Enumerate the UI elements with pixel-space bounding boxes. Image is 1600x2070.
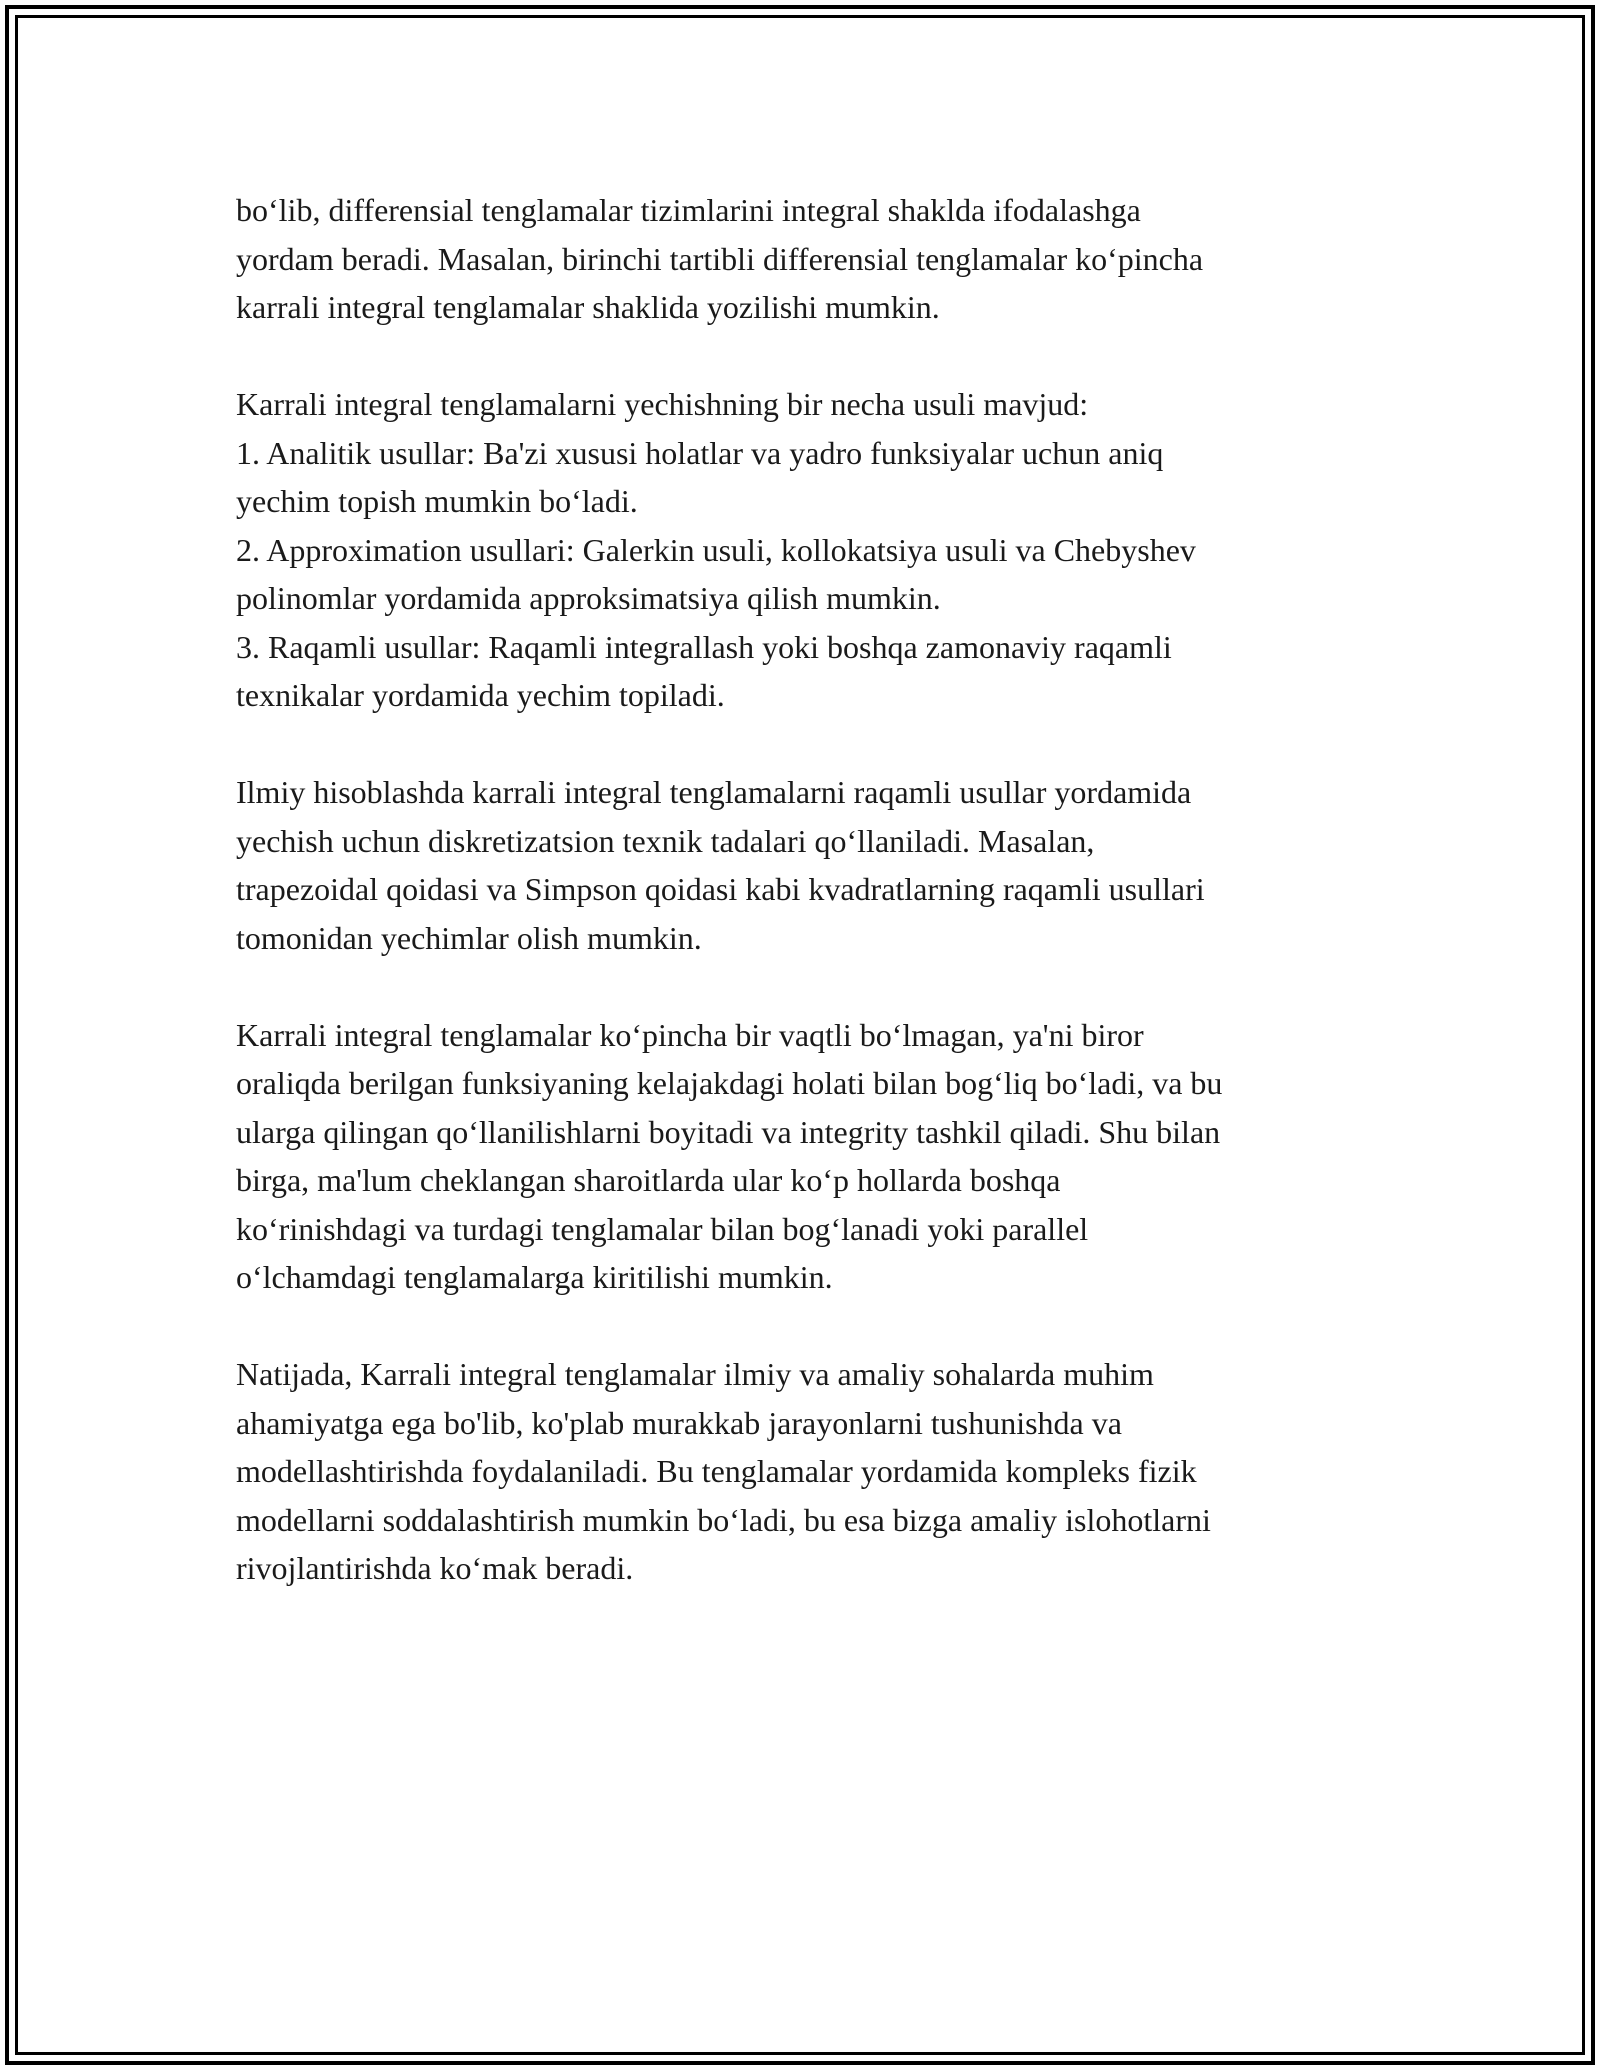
list-item-2: 2. Approximation usullari: Galerkin usuli, kollokatsiya usuli va Chebyshev <box>236 531 1196 568</box>
text-line: Karrali integral tenglamalar ko‘pincha bir vaqtli bo‘lmagan, ya'ni biror <box>236 1016 1144 1053</box>
text-line: birga, ma'lum cheklangan sharoitlarda ular ko‘p hollarda boshqa <box>236 1162 1061 1198</box>
list-item-3: 3. Raqamli usullar: Raqamli integrallash yoki boshqa zamonaviy raqamli <box>236 628 1172 665</box>
paragraph-4 <box>236 1011 1376 1302</box>
text-line: yordam beradi. Masalan, birinchi tartibli differensial tenglamalar ko‘pincha <box>236 240 1204 277</box>
text-line: polinomlar yordamida approksimatsiya qilish mumkin. <box>236 580 941 616</box>
text-line: rivojlantirishda ko‘mak beradi. <box>236 1550 634 1586</box>
paragraph-2 <box>236 380 1376 720</box>
text-line: Natijada, Karrali integral tenglamalar ilmiy va amaliy sohalarda muhim <box>236 1356 1154 1392</box>
text-line: o‘lchamdagi tenglamalarga kiritilishi mumkin. <box>236 1259 833 1295</box>
text-line: yechim topish mumkin bo‘ladi. <box>236 483 638 519</box>
text-line: modellarni soddalashtirish mumkin bo‘ladi, bu esa bizga amaliy islohotlarni <box>236 1501 1211 1538</box>
text-line: ularga qilingan qo‘llanilishlarni boyitadi va integrity tashkil qiladi. Shu bilan <box>236 1113 1221 1150</box>
text-line: modellashtirishda foydalaniladi. Bu tenglamalar yordamida kompleks fizik <box>236 1453 1197 1489</box>
list-item-1: 1. Analitik usullar: Ba'zi xususi holatlar va yadro funksiyalar uchun aniq <box>236 434 1164 471</box>
text-line: karrali integral tenglamalar shaklida yozilishi mumkin. <box>236 289 940 325</box>
text-line: trapezoidal qoidasi va Simpson qoidasi kabi kvadratlarning raqamli usullari <box>236 871 1205 907</box>
paragraph-3 <box>236 768 1376 962</box>
text-line: oraliqda berilgan funksiyaning kelajakdagi holati bilan bog‘liq bo‘ladi, va bu <box>236 1065 1223 1101</box>
text-line: ahamiyatga ega bo'lib, ko'plab murakkab jarayonlarni tushunishda va <box>236 1404 1122 1441</box>
text-line: yechish uchun diskretizatsion texnik tadalari qo‘llaniladi. Masalan, <box>236 822 1095 859</box>
text-line: Karrali integral tenglamalarni yechishning bir necha usuli mavjud: <box>236 386 1089 422</box>
text-line: Ilmiy hisoblashda karrali integral tenglamalarni raqamli usullar yordamida <box>236 774 1192 810</box>
paragraph-1 <box>236 186 1376 332</box>
document-body <box>236 186 1376 1593</box>
paragraph-5 <box>236 1350 1376 1593</box>
text-line: texnikalar yordamida yechim topiladi. <box>236 677 725 713</box>
text-line: bo‘lib, differensial tenglamalar tizimlarini integral shaklda ifodalashga <box>236 192 1141 228</box>
text-line: tomonidan yechimlar olish mumkin. <box>236 919 702 956</box>
text-line: ko‘rinishdagi va turdagi tenglamalar bilan bog‘lanadi yoki parallel <box>236 1210 1089 1247</box>
